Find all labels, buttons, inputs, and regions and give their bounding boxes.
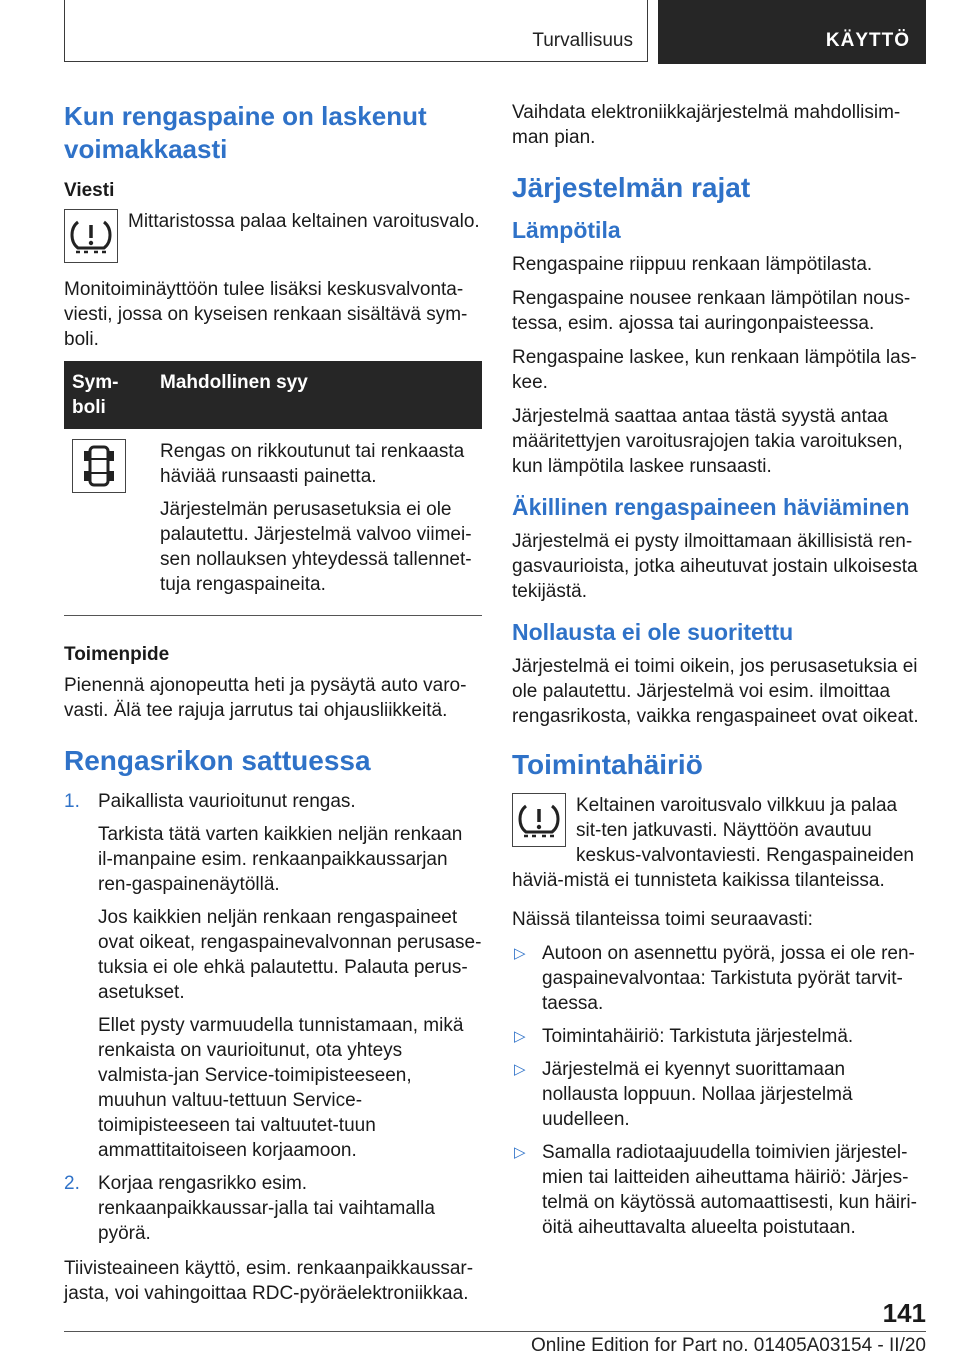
chapter-title: KÄYTTÖ — [825, 30, 910, 51]
heading-system-limits: Järjestelmän rajat — [512, 172, 751, 203]
action-text: Pienennä ajonopeutta heti ja pysäytä auto varo-vasti. Älä tee rajuja jarrutus tai ohjausliikkeitä. — [64, 675, 467, 721]
bullet-text: Autoon on asennettu pyörä, jossa ei ole ren-gaspainevalvontaa: Tarkistuta pyörät tarvit-taessa. — [542, 943, 915, 1014]
intro-text: Monitoiminäyttöön tulee lisäksi keskusvalvonta-viesti, jossa on kyseisen renkaan sisältävä sym-boli. — [64, 279, 468, 350]
left-column — [64, 100, 482, 1315]
section-title: Turvallisuus — [532, 30, 633, 51]
bullet-text: Samalla radiotaajuudella toimivien järjestel-mien tai laitteiden aiheuttama häiriö: Järjes-telmä on käytössä automaattisesti, kun häiri-öitä aiheuttavalta alueelta poistutaan. — [542, 1142, 917, 1238]
heading-temperature: Lämpötila — [512, 217, 621, 243]
step-text: Paikallista vaurioitunut rengas. — [98, 791, 356, 812]
step-item — [64, 789, 482, 1163]
malfunction-block — [512, 793, 926, 893]
table-cell-symbol — [64, 429, 152, 616]
bullet-item — [512, 941, 926, 1016]
triangle-bullet-icon: ▷ — [514, 1061, 526, 1078]
cause-text: Järjestelmän perusasetuksia ei ole palautettu. Järjestelmä valvoo viimei-sen nollauksen yhteydessä tallennet-tuja rengaspaineita. — [160, 499, 472, 595]
page-header — [64, 0, 926, 64]
bullet-item — [512, 1057, 926, 1132]
triangle-bullet-icon: ▷ — [514, 1028, 526, 1045]
table-header-symbol: Sym-boli — [64, 361, 152, 429]
triangle-bullet-icon: ▷ — [514, 1144, 526, 1161]
bullet-item — [512, 1024, 926, 1049]
warning-block — [64, 209, 482, 269]
step-text: Ellet pysty varmuudella tunnistamaan, mikä renkaista on vaurioitunut, ota yhteys valmista-jan Service-toimipisteeseen, muuhun valtuu-tettuun Service-toimipisteeseen tai valtuutet-tuun ammattitaitoiseen korjaamoon. — [98, 1015, 464, 1161]
table-header-cause: Mahdollinen syy — [152, 361, 482, 429]
section-tab — [64, 0, 648, 62]
action-label: Toimenpide — [64, 644, 170, 665]
triangle-bullet-icon: ▷ — [514, 945, 526, 962]
sudden-loss-text: Järjestelmä ei pysty ilmoittamaan äkillisistä ren-gasvaurioista, jotka aiheutuvat jostain ulkoisesta tekijästä. — [512, 531, 918, 602]
situations-text: Näissä tilanteissa toimi seuraavasti: — [512, 909, 813, 930]
step-item — [64, 1171, 482, 1246]
message-label: Viesti — [64, 180, 115, 201]
heading-malfunction: Toimintahäiriö — [512, 749, 703, 780]
warning-light-text: Mittaristossa palaa keltainen varoitusvalo. — [128, 211, 480, 232]
step-text: Tarkista tätä varten kaikkien neljän renkaan il-manpaine esim. renkaanpaikkaussarjan ren-gaspainenäytöllä. — [98, 824, 463, 895]
bullet-list — [512, 941, 926, 1240]
cause-text: Rengas on rikkoutunut tai renkaasta häviää runsaasti painetta. — [160, 441, 465, 487]
step-number: 1. — [64, 791, 80, 812]
bullet-text: Järjestelmä ei kyennyt suorittamaan nollausta loppuun. Nollaa järjestelmä uudelleen. — [542, 1059, 853, 1130]
malfunction-text: Keltainen varoitusvalo vilkkuu ja palaa sit-ten jatkuvasti. Näyttöön avautuu keskus-valvontaviesti. Rengaspaineiden häviä-mistä ei tunnisteta kaikissa tilanteissa. — [512, 795, 914, 891]
heading-sudden-loss: Äkillinen rengaspaineen häviäminen — [512, 494, 910, 520]
step-text: Jos kaikkien neljän renkaan rengaspaineet ovat oikeat, rengaspainevalvonnan perusase-tuksia ei ole ehkä palautettu. Palauta perus-asetukset. — [98, 907, 482, 1003]
sealant-text: Tiivisteaineen käyttö, esim. renkaanpaikkaussar-jasta, voi vahingoittaa RDC-pyöräelektroniikkaa. — [64, 1258, 474, 1304]
right-column — [512, 100, 926, 1248]
car-tire-symbol-icon — [72, 439, 126, 493]
heading-pressure-dropped: Kun rengaspaine on laskenut voimakkaasti — [64, 101, 427, 164]
bullet-text: Toimintahäiriö: Tarkistuta järjestelmä. — [542, 1026, 854, 1047]
footer-divider — [64, 1331, 926, 1332]
table-cell-cause — [152, 429, 482, 616]
heading-puncture: Rengasrikon sattuessa — [64, 745, 371, 776]
temp-para: Rengaspaine nousee renkaan lämpötilan nous-tessa, esim. ajossa tai auringonpaisteessa. — [512, 288, 911, 334]
edition-text: Online Edition for Part no. 01405A03154 - II/20 — [530, 1335, 926, 1356]
temp-para: Rengaspaine riippuu renkaan lämpötilasta. — [512, 254, 873, 275]
step-text: Korjaa rengasrikko esim. renkaanpaikkaussar-jalla tai vaihtamalla pyörä. — [98, 1173, 435, 1244]
tire-pressure-warning-icon — [512, 793, 566, 847]
heading-reset-not-done: Nollausta ei ole suoritettu — [512, 619, 794, 645]
reset-text: Järjestelmä ei toimi oikein, jos perusasetuksia ei ole palautettu. Järjestelmä voi esim. ilmoittaa rengasrikosta, vaikka rengaspaineet ovat oikeat. — [512, 656, 919, 727]
steps-list — [64, 789, 482, 1246]
table-row — [64, 429, 482, 616]
replace-electronics-text: Vaihdata elektroniikkajärjestelmä mahdollisim-man pian. — [512, 102, 901, 148]
temp-para: Rengaspaine laskee, kun renkaan lämpötila las-kee. — [512, 347, 917, 393]
bullet-item — [512, 1140, 926, 1240]
temp-para: Järjestelmä saattaa antaa tästä syystä antaa määritettyjen varoitusrajojen takia varoituksen, kun lämpötila laskee runsaasti. — [512, 406, 903, 477]
chapter-tab — [658, 0, 926, 64]
step-number: 2. — [64, 1173, 80, 1194]
symbol-table — [64, 361, 482, 616]
page-number: 141 — [882, 1298, 926, 1328]
tire-pressure-warning-icon — [64, 209, 118, 263]
